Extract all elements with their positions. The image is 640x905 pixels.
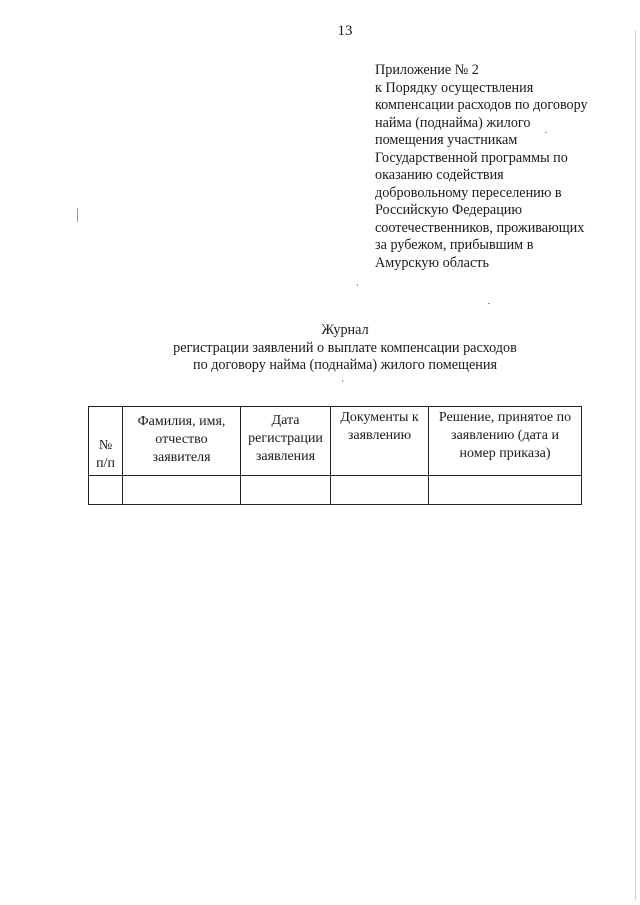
appendix-line: Приложение № 2	[375, 62, 479, 78]
header-line: Дата	[271, 413, 300, 428]
appendix-line: Государственной программы по	[375, 149, 568, 166]
appendix-line: добровольному переселению в	[375, 184, 562, 201]
header-line: заявлению (дата и	[451, 428, 559, 443]
header-number	[89, 407, 123, 476]
table-row	[89, 476, 582, 505]
header-line: №	[98, 438, 113, 453]
appendix-line: Российскую Федерацию	[375, 202, 523, 218]
scan-speck	[77, 208, 78, 222]
journal-title: Журнал	[321, 322, 369, 338]
journal-subtitle-line: регистрации заявлений о выплате компенсации расходов	[173, 339, 517, 356]
header-line: заявителя	[152, 450, 211, 465]
header-line: п/п	[96, 456, 115, 471]
header-full-name	[123, 407, 241, 476]
table-header-row	[89, 407, 582, 476]
appendix-line: Амурскую область	[375, 254, 489, 271]
header-decision	[429, 407, 582, 476]
scan-speck	[635, 30, 636, 900]
table-cell	[429, 476, 582, 505]
journal-heading	[0, 322, 640, 375]
header-line: отчество	[155, 432, 208, 447]
table-cell	[123, 476, 241, 505]
scan-speck	[488, 303, 490, 304]
scan-speck	[342, 380, 343, 382]
table-cell	[241, 476, 331, 505]
header-documents	[331, 407, 429, 476]
appendix-line: к Порядку осуществления	[375, 79, 534, 96]
scan-speck	[357, 284, 358, 286]
header-line: номер приказа)	[459, 446, 551, 461]
journal-subtitle-line: по договору найма (поднайма) жилого помещения	[192, 357, 497, 373]
header-line: Фамилия, имя,	[137, 414, 226, 429]
scan-speck	[545, 132, 547, 133]
registration-table	[88, 406, 582, 505]
appendix-line: найма (поднайма) жилого	[375, 114, 531, 131]
table-cell	[89, 476, 123, 505]
header-line: заявления	[255, 449, 316, 464]
page-number: 13	[337, 23, 353, 39]
appendix-line: помещения участникам	[375, 132, 518, 148]
header-line: Решение, принятое по	[438, 410, 572, 425]
appendix-line: оказанию содействия	[375, 167, 504, 183]
appendix-line: за рубежом, прибывшим в	[375, 237, 534, 253]
header-line: Документы к	[340, 410, 419, 425]
header-line: регистрации	[248, 431, 323, 446]
appendix-line: компенсации расходов по договору	[375, 97, 588, 113]
table-cell	[331, 476, 429, 505]
header-registration-date	[241, 407, 331, 476]
appendix-line: соотечественников, проживающих	[375, 219, 585, 236]
header-line: заявлению	[347, 428, 412, 443]
appendix-block	[375, 62, 615, 272]
